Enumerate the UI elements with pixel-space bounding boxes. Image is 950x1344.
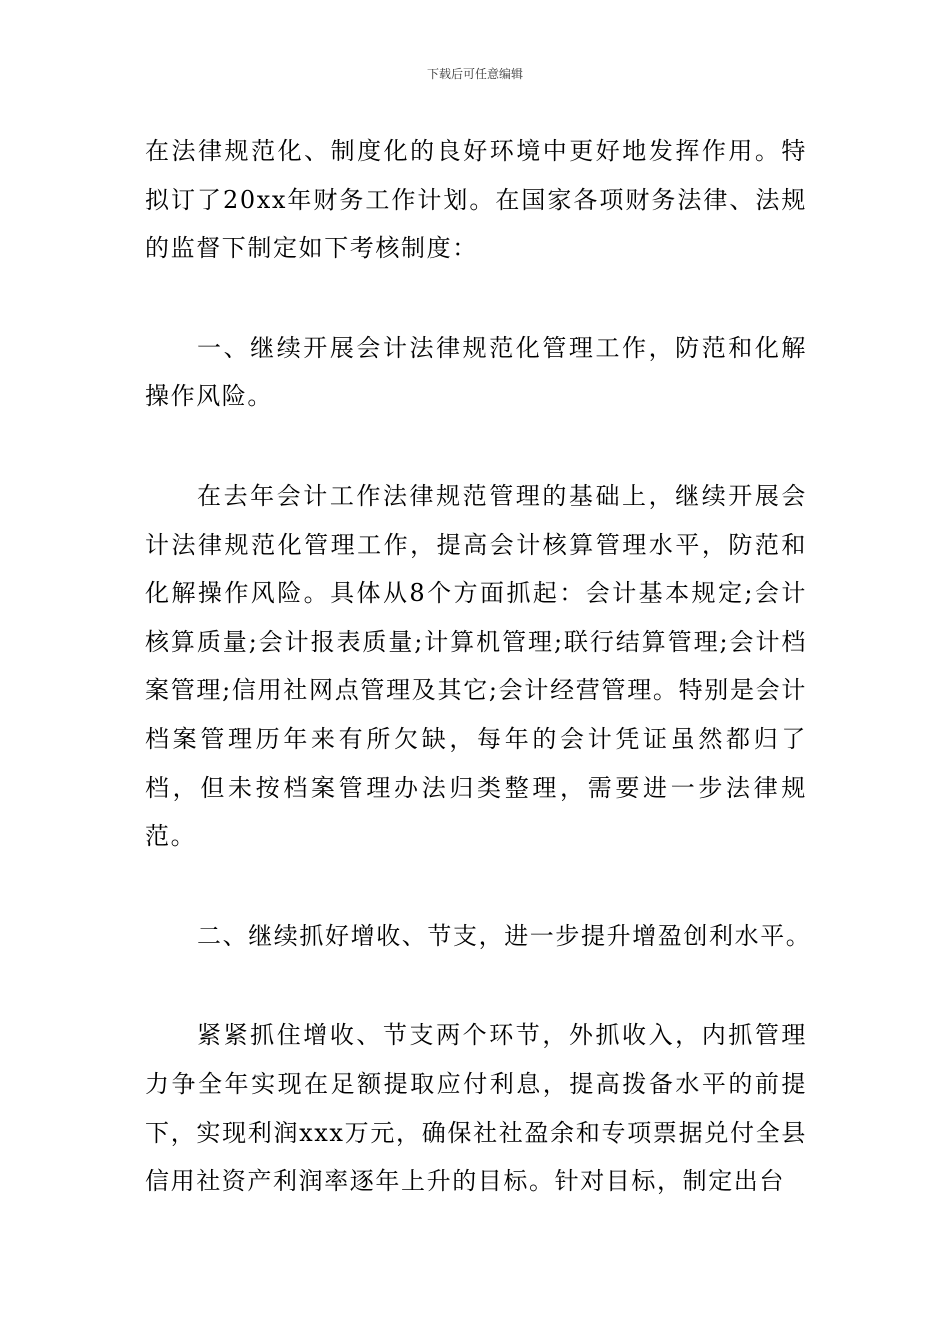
paragraph-gap (145, 861, 807, 912)
paragraph-gap (145, 273, 807, 324)
paragraph-gap (145, 421, 807, 472)
section-heading-2: 二、继续抓好增收、节支，进一步提升增盈创利水平。 (197, 921, 812, 950)
paragraph-section-2-body: 紧紧抓住增收、节支两个环节，外抓收入，内抓管理力争全年实现在足额提取应付利息，提高拨备水平的前提下，实现利润xxx万元，确保社社盈余和专项票据兑付全县信用社资产利润率逐年上升的目标。针对目标，制定出台 (145, 1021, 807, 1196)
page-header: 下载后可任意编辑 (426, 67, 523, 81)
paragraph-section-1-body: 在去年会计工作法律规范管理的基础上，继续开展会计法律规范化管理工作，提高会计核算管理水平，防范和化解操作风险。具体从8个方面抓起：会计基本规定;会计核算质量;会计报表质量;计算机管理;联行结算管理;会计档案管理;信用社网点管理及其它;会计经营管理。特别是会计档案管理历年来有所欠缺，每年的会计凭证虽然都归了档，但未按档案管理办法归类整理，需要进一步法律规范。 (145, 481, 807, 851)
section-heading-1: 一、继续开展会计法律规范化管理工作，防范和化解操作风险。 (145, 333, 807, 411)
paragraph-intro: 在法律规范化、制度化的良好环境中更好地发挥作用。特拟订了20xx年财务工作计划。在国家各项财务法律、法规的监督下制定如下考核制度： (145, 137, 807, 263)
document-body (145, 127, 812, 1206)
paragraph-gap (145, 960, 807, 1011)
